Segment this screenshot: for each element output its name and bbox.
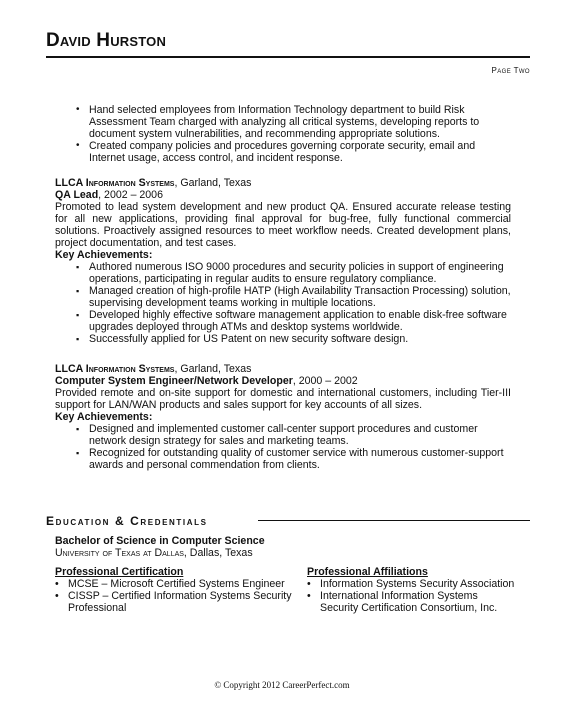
achievement-item: ▪ Developed highly effective software management application to enable disk-free software upgrades deployed through ATMs and desktop systems worldwide. (55, 309, 511, 333)
achievement-item: ▪ Recognized for outstanding quality of customer service with numerous customer-support awards and personal commendation from clients. (55, 447, 511, 471)
company-location: , Garland, Texas (174, 363, 252, 375)
education-divider (258, 520, 530, 521)
copyright-footer: © Copyright 2012 CareerPerfect.com (214, 680, 350, 690)
company-name: LLCA Information Systems (55, 363, 175, 375)
affiliations-column (307, 566, 517, 614)
certification-item: • CISSP – Certified Information Systems Security Professional (55, 590, 295, 614)
key-achievements-label: Key Achievements: (55, 249, 153, 261)
intro-bullet-list (55, 104, 511, 164)
job-title-line (55, 189, 511, 201)
candidate-name: David Hurston (46, 30, 167, 51)
achievement-list (55, 261, 511, 345)
school-line (55, 547, 515, 559)
certification-column (55, 566, 295, 614)
key-achievements-label: Key Achievements: (55, 411, 153, 423)
education-heading: Education & Credentials (46, 514, 208, 528)
job-entry (55, 177, 511, 345)
achievement-list (55, 423, 511, 471)
intro-bullet: • Hand selected employees from Information Technology department to build Risk Assessment Team charged with analyzing all critical systems, developing reports to document system vulnerabilities, and recommending appropriate solutions. (55, 104, 511, 140)
education-heading-row (46, 514, 530, 530)
achievement-item: ▪ Designed and implemented customer call-center support procedures and customer network design strategy for sales and marketing teams. (55, 423, 511, 447)
school-name: University of Texas at Dallas (55, 547, 184, 559)
school-location: , Dallas, Texas (183, 547, 253, 559)
job-title: QA Lead (55, 189, 99, 201)
job-entry (55, 363, 511, 471)
achievement-item: ▪ Successfully applied for US Patent on new security software design. (55, 333, 511, 345)
experience-section (55, 104, 511, 471)
company-name: LLCA Information Systems (55, 177, 175, 189)
affiliations-heading: Professional Affiliations (307, 566, 428, 578)
job-company-line (55, 363, 511, 375)
job-description: Provided remote and on-site support for domestic and international customers, including Tier-III support for LAN/WAN products and sales support for key accounts of all sizes. (55, 387, 511, 411)
certification-heading: Professional Certification (55, 566, 184, 578)
company-location: , Garland, Texas (174, 177, 252, 189)
certification-item: • MCSE – Microsoft Certified Systems Engineer (55, 578, 295, 590)
affiliations-list (307, 578, 517, 614)
job-title: Computer System Engineer/Network Developer (55, 375, 293, 387)
achievement-item: ▪ Managed creation of high-profile HATP (High Availability Transaction Processing) solution, supervising development teams working in multiple locations. (55, 285, 511, 309)
job-dates: , 2002 – 2006 (98, 189, 163, 201)
job-description: Promoted to lead system development and new product QA. Ensured accurate release testing for all new applications, providing final approval for bug-free, fully functional commercial solutions. Proactively assigned resources to meet workflow needs. Created development plans, project documentation, and test cases. (55, 201, 511, 249)
education-section (55, 535, 515, 559)
certification-list (55, 578, 295, 614)
achievement-item: ▪ Authored numerous ISO 9000 procedures and security policies in support of engineering operations, participating in regular audits to ensure regulatory compliance. (55, 261, 511, 285)
degree: Bachelor of Science in Computer Science (55, 535, 265, 547)
job-title-line (55, 375, 511, 387)
affiliation-item: • Information Systems Security Association (307, 578, 517, 590)
header-divider (46, 56, 530, 58)
job-dates: , 2000 – 2002 (292, 375, 358, 387)
affiliation-item: • International Information Systems Security Certification Consortium, Inc. (307, 590, 517, 614)
page-label: Page Two (491, 66, 530, 75)
intro-bullet: • Created company policies and procedures governing corporate security, email and Internet usage, access control, and incident response. (55, 140, 511, 164)
job-company-line (55, 177, 511, 189)
